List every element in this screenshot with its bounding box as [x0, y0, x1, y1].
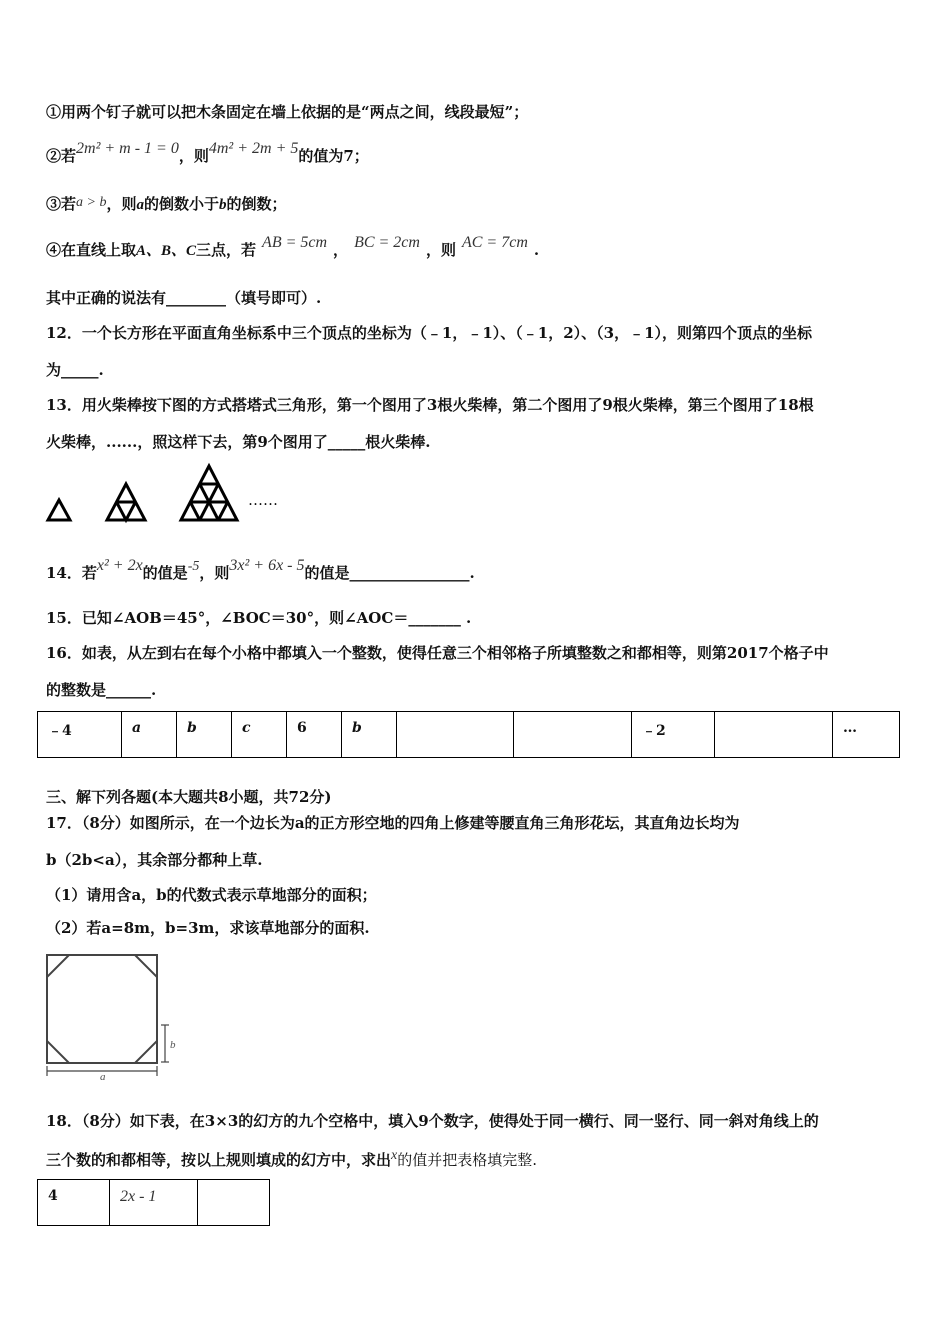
square-plot: [47, 955, 157, 1063]
expression-1: 4m² + 2m + 5: [208, 140, 299, 157]
q14-mid-2: ，则: [199, 564, 230, 582]
table-cell: b: [342, 712, 397, 758]
q14-expression-1: x² + 2x: [96, 557, 143, 574]
table-cell: [198, 1180, 270, 1226]
statement-3-post: 的倒数；: [226, 195, 287, 213]
statement-4-mid: 三点，若: [196, 241, 257, 259]
q14-expression-2: 3x² + 6x - 5: [229, 557, 305, 574]
q14-value: -5: [187, 559, 200, 574]
statement-3-pre: ③若: [46, 195, 77, 213]
q16-line-1: 16．如表，从左到右在每个小格中都填入一个整数，使得任意三个相邻格子所填整数之和都相等，则第2017个格子中: [46, 644, 829, 662]
points-abc: A、B、C: [136, 243, 197, 259]
statement-2-post: 的值为7；: [298, 147, 369, 165]
q12-line-2: 为_____.: [46, 361, 104, 379]
table-cell: ﹣4: [38, 712, 122, 758]
length-ab: AB = 5cm: [262, 234, 328, 251]
q17-line-4: （2）若a=8m，b=3m，求该草地部分的面积.: [46, 919, 370, 937]
section-title: 三、解下列各题(本大题共8小题，共72分): [46, 788, 332, 806]
q15-line: 15．已知∠AOB＝45°，∠BOC＝30°，则∠AOC＝_______ .: [46, 609, 472, 627]
octagon-grass: [47, 955, 157, 1063]
table-cell: 6: [287, 712, 342, 758]
q14-pre: 14．若: [46, 564, 97, 582]
q14-post: 的值是________________.: [304, 564, 475, 582]
statement-4-pre: ④在直线上取: [46, 241, 137, 259]
statement-4-then: ，则: [425, 241, 456, 259]
statement-conclusion: 其中正确的说法有________（填号即可）.: [46, 289, 322, 307]
table-cell: ﹣2: [632, 712, 715, 758]
q13-line-2: 火柴棒，......，照这样下去，第9个图用了_____根火柴棒.: [46, 433, 431, 451]
q18-var-x: x: [391, 1148, 398, 1163]
magic-square-row: [37, 1179, 270, 1226]
var-b: b: [219, 197, 227, 213]
statement-1: ①用两个钉子就可以把木条固定在墙上依据的是“两点之间，线段最短”；: [46, 103, 529, 121]
table-cell: 4: [38, 1180, 110, 1226]
label-b: b: [170, 1039, 176, 1051]
q17-line-2: b（2b<a），其余部分都种上草.: [46, 851, 263, 869]
length-ac: AC = 7cm: [461, 234, 528, 251]
statement-2-pre: ②若: [46, 147, 77, 165]
statement-3-mid2: 的倒数小于: [143, 195, 219, 213]
ellipsis: ……: [248, 491, 278, 509]
q17-line-3: （1）请用含a，b的代数式表示草地部分的面积；: [46, 886, 377, 904]
q13-line-1: 13．用火柴棒按下图的方式搭塔式三角形，第一个图用了3根火柴棒，第二个图用了9根火柴棒，第三个图用了18根: [46, 396, 814, 414]
label-a: a: [100, 1071, 106, 1083]
table-cell: 2x - 1: [110, 1180, 198, 1226]
q18-post: 的值并把表格填完整.: [397, 1151, 538, 1169]
length-bc: BC = 2cm: [354, 234, 420, 251]
var-a: a: [136, 197, 144, 213]
q16-line-2: 的整数是______.: [46, 681, 157, 699]
table-cell: b: [177, 712, 232, 758]
q14-mid-1: 的值是: [142, 564, 188, 582]
q12-line-1: 12．一个长方形在平面直角坐标系中三个顶点的坐标为（﹣1，﹣1）、（﹣1，2）、（3，﹣1），则第四个顶点的坐标: [46, 324, 813, 342]
q18-line-2: [46, 1150, 537, 1172]
table-cell: a: [122, 712, 177, 758]
q18-line-1: 18．（8分）如下表，在3×3的幻方的九个空格中，填入9个数字，使得处于同一横行、同一竖行、同一斜对角线上的: [46, 1112, 819, 1130]
table-cell: c: [232, 712, 287, 758]
inequality: a > b: [76, 195, 107, 210]
q18-pre: 三个数的和都相等，按以上规则填成的幻方中，求出: [46, 1151, 392, 1169]
q17-line-1: 17．（8分）如图所示，在一个边长为a的正方形空地的四角上修建等腰直角三角形花坛，其直角边长均为: [46, 814, 740, 832]
statement-3-mid: ，则: [106, 195, 137, 213]
equation-1: 2m² + m - 1 = 0: [76, 140, 179, 157]
comma-1: ，: [333, 241, 349, 259]
statement-4-end: .: [533, 241, 540, 259]
statement-2-mid: ，则: [178, 147, 209, 165]
table-cell: …: [833, 712, 900, 758]
